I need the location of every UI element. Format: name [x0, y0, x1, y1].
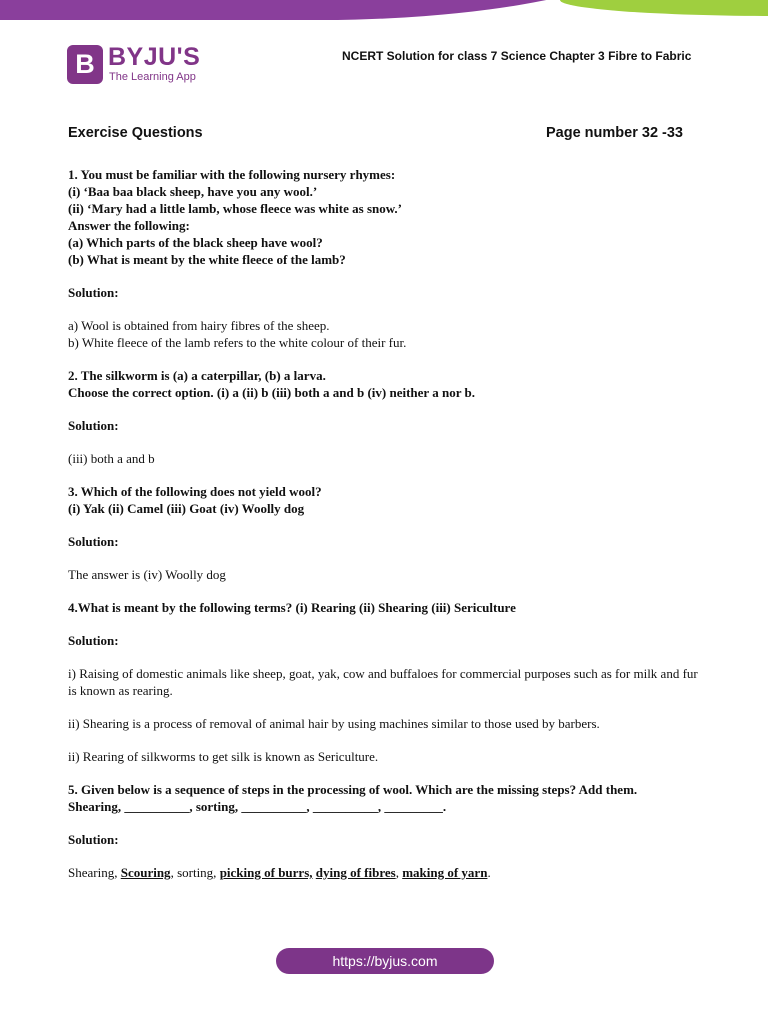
answer-5 — [68, 864, 708, 881]
solution-label: Solution: — [68, 832, 119, 847]
answer-3: The answer is (iv) Woolly dog — [68, 567, 226, 582]
answer-5-step-scouring: Scouring — [120, 865, 171, 880]
logo-name: BYJU'S — [108, 43, 201, 71]
question-1: 1. You must be familiar with the following nursery rhymes: — [68, 167, 396, 182]
question-2-options: Choose the correct option. (i) a (ii) b (iii) both a and b (iv) neither a nor b. — [68, 385, 475, 400]
document-title: NCERT Solution for class 7 Science Chapter 3 Fibre to Fabric — [342, 49, 692, 63]
answer-4-iii: ii) Rearing of silkworms to get silk is known as Sericulture. — [68, 749, 379, 764]
answer-1a: a) Wool is obtained from hairy fibres of the sheep. — [68, 318, 330, 333]
document-body — [68, 166, 708, 881]
solution-label: Solution: — [68, 418, 119, 433]
answer-4-i: i) Raising of domestic animals like sheep, goat, yak, cow and buffaloes for commercial purposes such as for milk and fur is known as rearing. — [68, 666, 698, 698]
question-1-intro: Answer the following: — [68, 218, 190, 233]
logo-letter-icon: B — [67, 45, 103, 84]
question-5: 5. Given below is a sequence of steps in the processing of wool. Which are the missing steps? Add them. — [68, 782, 638, 797]
byjus-logo — [67, 45, 227, 87]
answer-4-ii: ii) Shearing is a process of removal of animal hair by using machines similar to those used by barbers. — [68, 716, 600, 731]
answer-5-text: Shearing, — [68, 865, 121, 880]
answer-2: (iii) both a and b — [68, 451, 155, 466]
solution-label: Solution: — [68, 534, 119, 549]
answer-1b: b) White fleece of the lamb refers to the white colour of their fur. — [68, 335, 407, 350]
banner-green-stripe — [560, 0, 768, 16]
question-3: 3. Which of the following does not yield wool? — [68, 484, 322, 499]
question-2: 2. The silkworm is (a) a caterpillar, (b) a larva. — [68, 368, 326, 383]
solution-label: Solution: — [68, 285, 119, 300]
section-heading: Exercise Questions — [68, 125, 203, 141]
solution-label: Solution: — [68, 633, 119, 648]
question-1-part-a: (a) Which parts of the black sheep have wool? — [68, 235, 323, 250]
question-5-blanks: Shearing, __________, sorting, __________, __________, _________. — [68, 799, 447, 814]
answer-5-text: . — [487, 865, 491, 880]
answer-5-text: , — [395, 865, 403, 880]
answer-5-step-picking: picking of burrs, — [219, 865, 313, 880]
answer-5-text: , sorting, — [170, 865, 220, 880]
question-1-part-b: (b) What is meant by the white fleece of the lamb? — [68, 252, 346, 267]
answer-5-step-yarn: making of yarn — [402, 865, 488, 880]
page-number-heading: Page number 32 -33 — [546, 125, 683, 141]
top-banner — [0, 0, 768, 22]
question-1-rhyme-i: (i) ‘Baa baa black sheep, have you any wool.’ — [68, 184, 318, 199]
logo-tagline: The Learning App — [109, 71, 196, 83]
question-4: 4.What is meant by the following terms? (i) Rearing (ii) Shearing (iii) Sericulture — [68, 600, 516, 615]
question-3-options: (i) Yak (ii) Camel (iii) Goat (iv) Woolly dog — [68, 501, 305, 516]
answer-5-step-dyeing: dying of fibres — [315, 865, 396, 880]
question-1-rhyme-ii: (ii) ‘Mary had a little lamb, whose fleece was white as snow.’ — [68, 201, 402, 216]
footer-url-link[interactable]: https://byjus.com — [276, 948, 494, 974]
